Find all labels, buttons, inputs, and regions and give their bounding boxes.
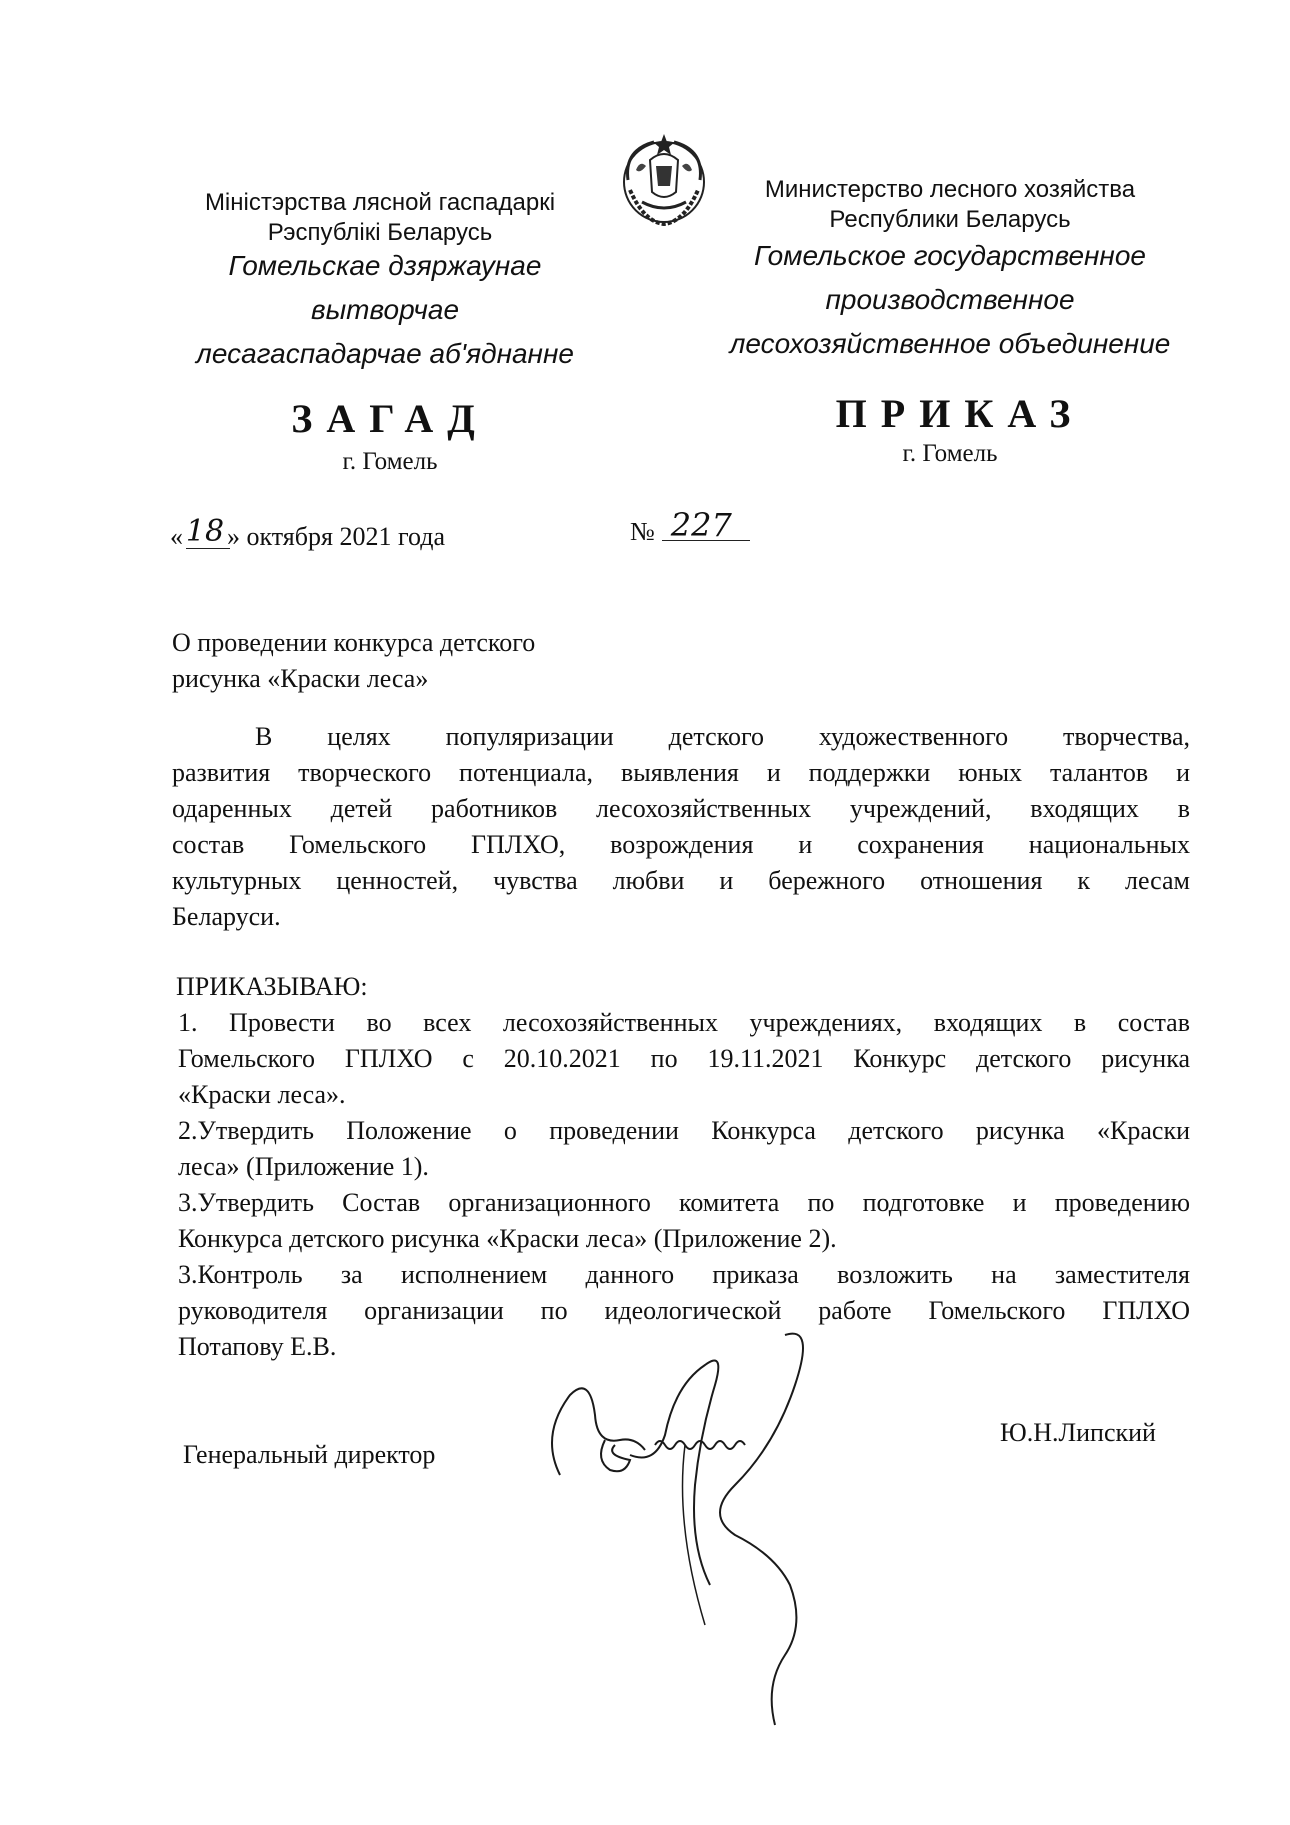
- number-label: №: [630, 517, 655, 546]
- order-line: 1. Провести во всех лесохозяйственных учреждениях, входящих в состав: [178, 1008, 1190, 1037]
- org-line-2-bel: вытворчае: [310, 294, 460, 325]
- organization-name-bel: [165, 244, 605, 376]
- date-day-underline: [186, 548, 230, 549]
- order-line: Конкурса детского рисунка «Краски леса» (Приложение 2).: [178, 1224, 837, 1253]
- ministry-line-1-rus: Министерство лесного хозяйства: [764, 176, 1136, 203]
- subject-line-1: О проведении конкурса детского: [172, 628, 536, 657]
- org-line-3-bel: лесагаспадарчае аб'яднанне: [196, 338, 574, 369]
- org-line-2-rus: производственное: [825, 284, 1075, 315]
- preamble-line: культурных ценностей, чувства любви и бережного отношения к лесам: [172, 866, 1190, 895]
- date-day-handwritten: 18: [185, 514, 225, 549]
- order-line: 3.Утвердить Состав организационного комитета по подготовке и проведению: [178, 1188, 1190, 1217]
- document-subject: [172, 625, 535, 697]
- ministry-name-bel: [170, 188, 590, 248]
- date-close-quote: »: [227, 522, 240, 551]
- handwritten-signature: [535, 1325, 860, 1735]
- order-line: Гомельского ГПЛХО с 20.10.2021 по 19.11.2021 Конкурс детского рисунка: [178, 1044, 1190, 1073]
- city-bel: г. Гомель: [342, 448, 438, 475]
- date-open-quote: «: [170, 522, 183, 551]
- signatory-position: Генеральный директор: [183, 1440, 436, 1469]
- order-line: леса» (Приложение 1).: [178, 1152, 429, 1181]
- order-line: руководителя организации по идеологической работе Гомельского ГПЛХО: [178, 1296, 1190, 1325]
- org-line-1-bel: Гомельскае дзяржаунае: [228, 250, 542, 281]
- subject-line-2: рисунка «Краски леса»: [172, 664, 429, 693]
- preamble-line: Беларуси.: [172, 902, 281, 931]
- document-type-bel: ЗАГАД: [291, 396, 489, 441]
- org-line-1-rus: Гомельское государственное: [754, 240, 1146, 271]
- order-line: «Краски леса».: [178, 1080, 346, 1109]
- number-underline: [662, 540, 750, 541]
- organization-name-rus: [700, 234, 1200, 366]
- ministry-name-rus: [740, 175, 1160, 235]
- ministry-line-2-rus: Республики Беларусь: [829, 206, 1071, 233]
- city-rus: г. Гомель: [902, 440, 998, 467]
- order-line: Потапову Е.В.: [178, 1332, 337, 1361]
- order-line: 2.Утвердить Положение о проведении Конкурса детского рисунка «Краски: [178, 1116, 1190, 1145]
- document-number: [630, 506, 741, 548]
- signatory-name: Ю.Н.Липский: [1000, 1418, 1156, 1447]
- preamble-line: одаренных детей работников лесохозяйственных учреждений, входящих в: [172, 794, 1190, 823]
- state-emblem-icon: [614, 130, 714, 230]
- org-line-3-rus: лесохозяйственное объединение: [729, 328, 1171, 359]
- ministry-line-1-bel: Міністэрства лясной гаспадаркі: [204, 189, 556, 216]
- date-month-year: октября 2021 года: [246, 522, 445, 551]
- order-heading: ПРИКАЗЫВАЮ:: [176, 972, 368, 1001]
- preamble-line: состав Гомельского ГПЛХО, возрождения и сохранения национальных: [172, 830, 1190, 859]
- document-type-rus: ПРИКАЗ: [835, 391, 1085, 436]
- preamble-line: развития творческого потенциала, выявления и поддержки юных талантов и: [172, 758, 1190, 787]
- preamble-line: В целях популяризации детского художественного творчества,: [255, 722, 1190, 751]
- ministry-line-2-bel: Рэспублікі Беларусь: [267, 219, 493, 246]
- number-value-handwritten: 227: [670, 506, 732, 544]
- order-line: 3.Контроль за исполнением данного приказа возложить на заместителя: [178, 1260, 1190, 1289]
